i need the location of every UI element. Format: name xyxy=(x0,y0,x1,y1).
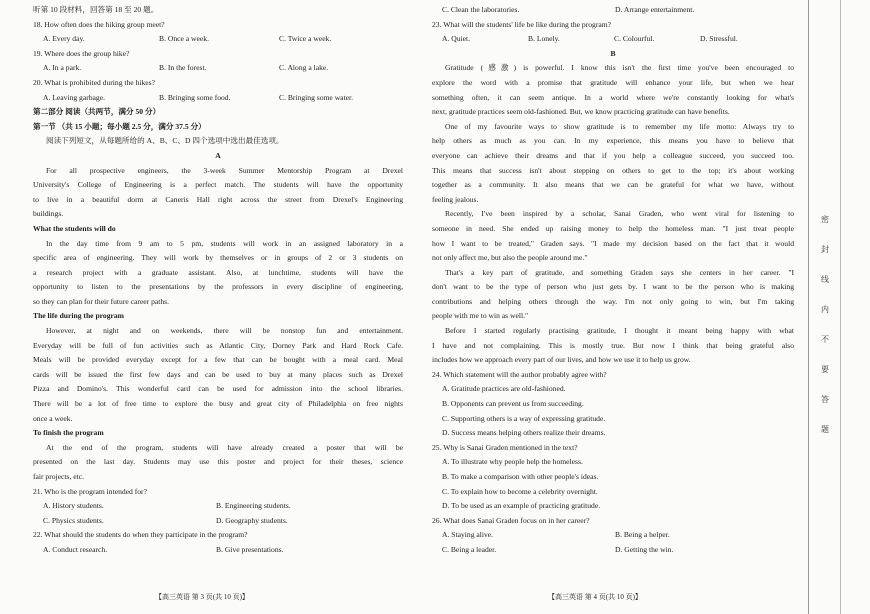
listening-instruction: 听第 10 段材料，回答第 18 至 20 题。 xyxy=(33,5,159,14)
option: C. Along a lake. xyxy=(279,63,329,73)
option: D. Getting the win. xyxy=(615,544,674,554)
question-26: 26. What does Sanai Graden focus on in her career? xyxy=(432,515,590,525)
option: D. Stressful. xyxy=(700,34,738,44)
passage-b-label: B xyxy=(610,48,616,58)
option: A. Gratitude practices are old-fashioned. xyxy=(442,384,566,394)
question-24: 24. Which statement will the author probably agree with? xyxy=(432,369,607,379)
option: A. History students. xyxy=(43,501,104,511)
option: A. Staying alive. xyxy=(442,530,494,540)
margin-char: 内 xyxy=(821,305,829,314)
option: B. Being a helper. xyxy=(615,530,670,540)
passage-line: feeling jealous. xyxy=(432,194,479,204)
passage-line: contributions and helping others through the way. I'm not only going to win, but I'm taking xyxy=(432,296,794,306)
option: A. In a park. xyxy=(43,63,82,73)
footer-right-page-number: 【高三英语 第 4 页(共 10 页)】 xyxy=(548,593,642,601)
option: D. Geography students. xyxy=(216,515,288,525)
passage-line: together as a community. It also means that we can be grateful for what we have, without xyxy=(432,180,794,190)
binding-margin-line xyxy=(808,0,809,614)
passage-line: opportunity to listen to the presentations by the professors in every discipline of engineering, xyxy=(33,282,403,292)
passage-line: There will be a lot of free time to explore the busy and great city of Philadelphia on free nights xyxy=(33,399,403,409)
question-20-options xyxy=(33,91,403,106)
question-19-options xyxy=(33,61,403,76)
passage-line: University's College of Engineering is a perfect match. The students will have the opportunity xyxy=(33,180,403,190)
option: B. In the forest. xyxy=(159,63,207,73)
question-23: 23. What will the students' life be like during the program? xyxy=(432,19,612,29)
passage-line: One of my favourite ways to show gratitude is to remember my life motto: Always try to xyxy=(445,121,794,131)
footer-left-page-number: 【高三英语 第 3 页(共 10 页)】 xyxy=(155,593,249,601)
passage-line: next, gratitude practices seem old-fashioned. But, we know practicing gratitude can have benefits. xyxy=(432,107,730,117)
option: D. To be used as an example of practicing gratitude. xyxy=(442,501,601,511)
left-page xyxy=(33,3,403,558)
passage-line: This means that success isn't about stepping on others to get to the top; it's about working xyxy=(432,165,794,175)
option: B. To make a comparison with other people's ideas. xyxy=(442,472,599,481)
passage-line: In the day time from 9 am to 5 pm, students will work in an assigned laboratory in a xyxy=(46,238,403,248)
option: C. Physics students. xyxy=(43,515,104,525)
option: A. Conduct research. xyxy=(43,544,108,554)
passage-line: people with me to win as well." xyxy=(432,311,529,321)
option: C. Colourful. xyxy=(614,34,655,44)
margin-char: 答 xyxy=(821,395,829,404)
passage-line: once a week. xyxy=(33,413,73,423)
passage-line: Everyday will be full of fun activities such as Atlantic City, Dorney Park and Hard Rock Cafe. xyxy=(33,340,403,350)
question-20: 20. What is prohibited during the hikes? xyxy=(33,77,155,87)
question-21: 21. Who is the program intended for? xyxy=(33,486,147,496)
option: B. Opponents can prevent us from succeeding. xyxy=(442,399,584,409)
margin-char: 题 xyxy=(821,425,829,434)
passage-line: Recently, I've been inspired by a scholar, Sanai Graden, who went viral for listening to xyxy=(445,209,794,219)
passage-line: At the end of the program, students will have already created a poster that will be xyxy=(46,442,403,452)
question-21-options-ab xyxy=(33,499,403,514)
right-page xyxy=(432,3,794,558)
option: A. To illustrate why people help the homeless. xyxy=(442,457,583,467)
margin-char: 封 xyxy=(821,245,829,254)
option: D. Arrange entertainment. xyxy=(615,5,695,14)
subheading-life: The life during the program xyxy=(33,311,124,321)
question-22-options-cd xyxy=(432,3,794,18)
passage-line: That's a key part of gratitude, and something Graden says she centers in her career. "I xyxy=(445,267,794,277)
passage-line: I have and not complaining. This is mostly true. But now I think that being grateful also xyxy=(432,340,794,350)
subheading-students-do: What the students will do xyxy=(33,223,116,233)
margin-char: 不 xyxy=(821,335,829,344)
passage-line: explore the word with a promise that gratitude will enhance your life, but when we hear xyxy=(432,77,794,87)
passage-line: help others as much as you can. In my experience, this means you have to believe that xyxy=(432,136,794,146)
question-18-options xyxy=(33,32,403,47)
margin-char: 线 xyxy=(821,275,829,284)
option: C. Being a leader. xyxy=(442,544,497,554)
reading-instruction: 阅读下列短文，从每题所给的 A、B、C、D 四个选项中选出最佳选项。 xyxy=(46,136,284,146)
passage-line: a research project with a graduate assistant. Also, at lunchtime, students will have the xyxy=(33,267,403,277)
passage-line: so they can plan for their future career paths. xyxy=(33,296,169,306)
binding-margin-line-outer xyxy=(840,0,841,614)
passage-line: Gratitude (感激) is powerful. I know this isn't the first time you've been encouraged to xyxy=(445,63,794,73)
passage-line: However, at night and on weekends, there will be nonstop fun and entertainment. xyxy=(46,326,403,336)
subheading-finish: To finish the program xyxy=(33,428,104,438)
binding-margin-notice xyxy=(818,205,832,445)
option: B. Bringing some food. xyxy=(159,92,231,102)
passage-line: includes how we approach every part of our lives, and how we use it to help us grow. xyxy=(432,355,691,365)
option: B. Engineering students. xyxy=(216,501,291,511)
option: A. Leaving garbage. xyxy=(43,92,105,102)
margin-char: 要 xyxy=(821,365,829,374)
section-one-heading: 第一节 （共 15 小题；每小题 2.5 分，满分 37.5 分） xyxy=(33,121,206,131)
option: C. To explain how to become a celebrity overnight. xyxy=(442,486,598,496)
option: B. Give presentations. xyxy=(216,544,284,554)
option: B. Lonely. xyxy=(528,34,560,44)
passage-line: to live in a beautiful dorm at Caneris Hall right across the street from Drexel's Engineering xyxy=(33,194,403,204)
passage-line: Before I started regularly practising gratitude, I thought it meant being happy with what xyxy=(445,326,794,336)
passage-line: For all prospective engineers, the 3-week Summer Mentorship Program at Drexel xyxy=(46,165,403,175)
question-18: 18. How often does the hiking group meet? xyxy=(33,19,165,29)
option: A. Every day. xyxy=(43,34,85,44)
option: B. Once a week. xyxy=(159,34,209,44)
passage-line: someone in need. She ended up raising money to help the homeless man. "I just treat people xyxy=(432,223,794,233)
passage-line: how I want to be treated," Graden says. "I made my decision based on the fact that it would xyxy=(432,238,794,248)
question-26-options-cd xyxy=(432,543,794,558)
passage-line: presented on the last day. Students may use this poster and project for their theses, science xyxy=(33,457,403,467)
option: C. Twice a week. xyxy=(279,34,332,44)
passage-line: everyone can achieve their dreams and that if you help a colleague succeed, you succeed too. xyxy=(432,150,794,160)
passage-line: Meals will be provided everyday except for a few that can be bought with a meal card. Meal xyxy=(33,355,403,365)
margin-char: 密 xyxy=(821,215,829,224)
passage-line: buildings. xyxy=(33,209,64,219)
question-25: 25. Why is Sanai Graden mentioned in the text? xyxy=(432,442,578,452)
question-19: 19. Where does the group hike? xyxy=(33,48,130,58)
passage-line: don't want to be the type of person who just gets by. I want to be the person who is making xyxy=(432,282,794,292)
option: D. Success means helping others realize their dreams. xyxy=(442,428,606,438)
option: A. Quiet. xyxy=(442,34,471,44)
passage-line: not only affect me, but also the people around me." xyxy=(432,253,588,263)
question-21-options-cd xyxy=(33,514,403,529)
passage-line: something often, it can seem antique. In a world where we're constantly looking for what's xyxy=(432,92,794,102)
passage-line: cards will be issued the first few days and can be used to buy at many places such as Drexel xyxy=(33,369,403,379)
question-23-options xyxy=(432,32,794,47)
question-22-options-ab xyxy=(33,543,403,558)
option: C. Supporting others is a way of expressing gratitude. xyxy=(442,413,606,423)
option: C. Clean the laboratories. xyxy=(442,5,520,14)
passage-line: fair projects, etc. xyxy=(33,472,85,481)
part-two-heading: 第二部分 阅读（共两节，满分 50 分） xyxy=(33,107,161,117)
question-22: 22. What should the students do when they participate in the program? xyxy=(33,530,248,540)
passage-line: specific area of engineering. They will work by themselves or in groups of 2 or 3 students on xyxy=(33,253,403,263)
passage-line: Pizza and Domino's. This wonderful card can be used for admission into the school libraries. xyxy=(33,384,403,394)
passage-a-label: A xyxy=(215,150,221,160)
option: C. Bringing some water. xyxy=(279,92,354,102)
question-26-options-ab xyxy=(432,528,794,543)
